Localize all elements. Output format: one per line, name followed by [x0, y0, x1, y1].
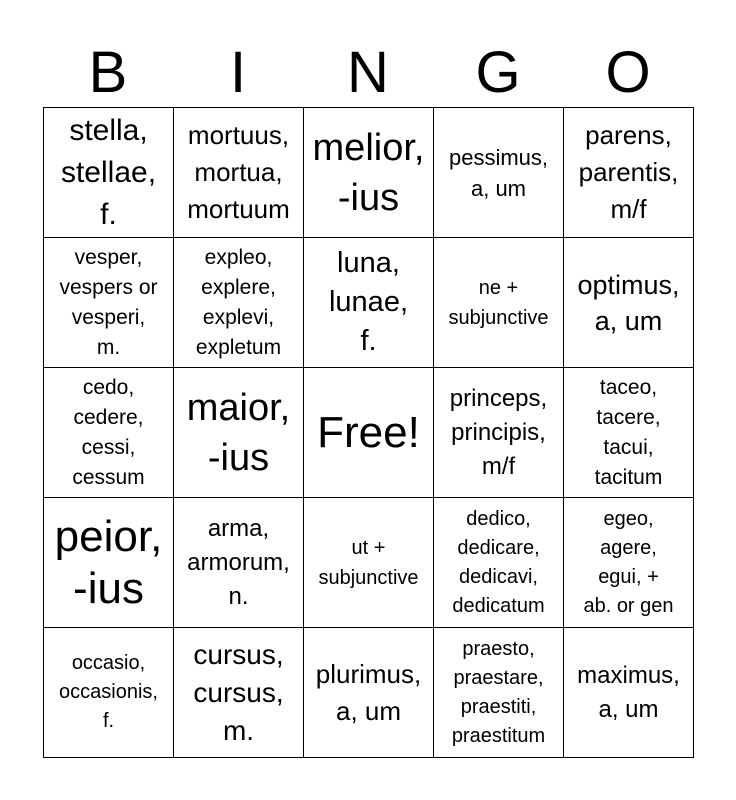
- cell-text: expleo, explere, explevi, expletum: [195, 245, 282, 359]
- bingo-cell[interactable]: [434, 238, 564, 368]
- cell-text: pessimus, a, um: [448, 144, 549, 201]
- cell-text: maximus, a, um: [577, 661, 680, 723]
- bingo-grid: [43, 107, 694, 758]
- cell-text: dedico, dedicare, dedicavi, dedicatum: [452, 507, 545, 617]
- grid-row: [44, 498, 694, 628]
- bingo-cell[interactable]: [44, 238, 174, 368]
- bingo-cell[interactable]: [564, 628, 694, 758]
- grid-row: [44, 108, 694, 238]
- cell-text: taceo, tacere, tacui, tacitum: [594, 375, 663, 489]
- cell-text: egeo, agere, egui, + ab. or gen: [583, 507, 674, 617]
- header-letter-i: I: [229, 40, 247, 105]
- cell-text: optimus, a, um: [577, 269, 680, 336]
- bingo-cell[interactable]: [174, 628, 304, 758]
- cell-text: luna, lunae, f.: [328, 247, 408, 357]
- bingo-cell[interactable]: [304, 368, 434, 498]
- cell-text: ne + subjunctive: [448, 276, 549, 329]
- bingo-cell[interactable]: [174, 108, 304, 238]
- bingo-cell[interactable]: [564, 368, 694, 498]
- cell-text: praesto, praestare, praestiti, praestitum: [451, 637, 546, 747]
- bingo-cell[interactable]: [304, 238, 434, 368]
- header-letter-n: N: [347, 40, 389, 105]
- cell-text: occasio, occasionis, f.: [59, 652, 158, 732]
- bingo-cell[interactable]: [44, 628, 174, 758]
- grid-row: [44, 628, 694, 758]
- bingo-cell[interactable]: [304, 628, 434, 758]
- bingo-cell[interactable]: [434, 108, 564, 238]
- cell-text: vesper, vespers or vesperi, m.: [59, 245, 158, 359]
- cell-text: maior, -ius: [186, 386, 291, 479]
- bingo-cell[interactable]: [564, 498, 694, 628]
- header-letter-b: B: [88, 40, 128, 105]
- bingo-cell[interactable]: [44, 368, 174, 498]
- grid-row: [44, 238, 694, 368]
- bingo-cell[interactable]: [174, 498, 304, 628]
- bingo-cell[interactable]: [174, 238, 304, 368]
- bingo-cell[interactable]: [44, 498, 174, 628]
- bingo-cell[interactable]: [304, 108, 434, 238]
- cell-text: mortuus, mortua, mortuum: [187, 120, 290, 224]
- bingo-cell[interactable]: [434, 368, 564, 498]
- cell-text: peior, -ius: [54, 511, 163, 613]
- bingo-cell[interactable]: [174, 368, 304, 498]
- bingo-cell[interactable]: [564, 108, 694, 238]
- cell-text: ut + subjunctive: [318, 536, 419, 589]
- bingo-cell[interactable]: [44, 108, 174, 238]
- cell-text: stella, stellae, f.: [60, 113, 157, 231]
- cell-text: plurimus, a, um: [315, 658, 422, 726]
- cell-text: melior, -ius: [312, 126, 425, 219]
- bingo-header: [43, 38, 693, 108]
- cell-text: cedo, cedere, cessi, cessum: [72, 375, 145, 489]
- bingo-cell[interactable]: [304, 498, 434, 628]
- cell-text: arma, armorum, n.: [187, 514, 290, 610]
- cell-text: princeps, principis, m/f: [449, 384, 548, 480]
- cell-text: parens, parentis, m/f: [578, 120, 679, 224]
- bingo-cell[interactable]: [434, 498, 564, 628]
- bingo-cell[interactable]: [434, 628, 564, 758]
- bingo-cell[interactable]: [564, 238, 694, 368]
- cell-text: cursus, cursus, m.: [193, 638, 284, 746]
- cell-text: Free!: [317, 407, 420, 457]
- header-letter-o: O: [605, 40, 651, 105]
- header-letter-g: G: [475, 40, 521, 105]
- grid-row: [44, 368, 694, 498]
